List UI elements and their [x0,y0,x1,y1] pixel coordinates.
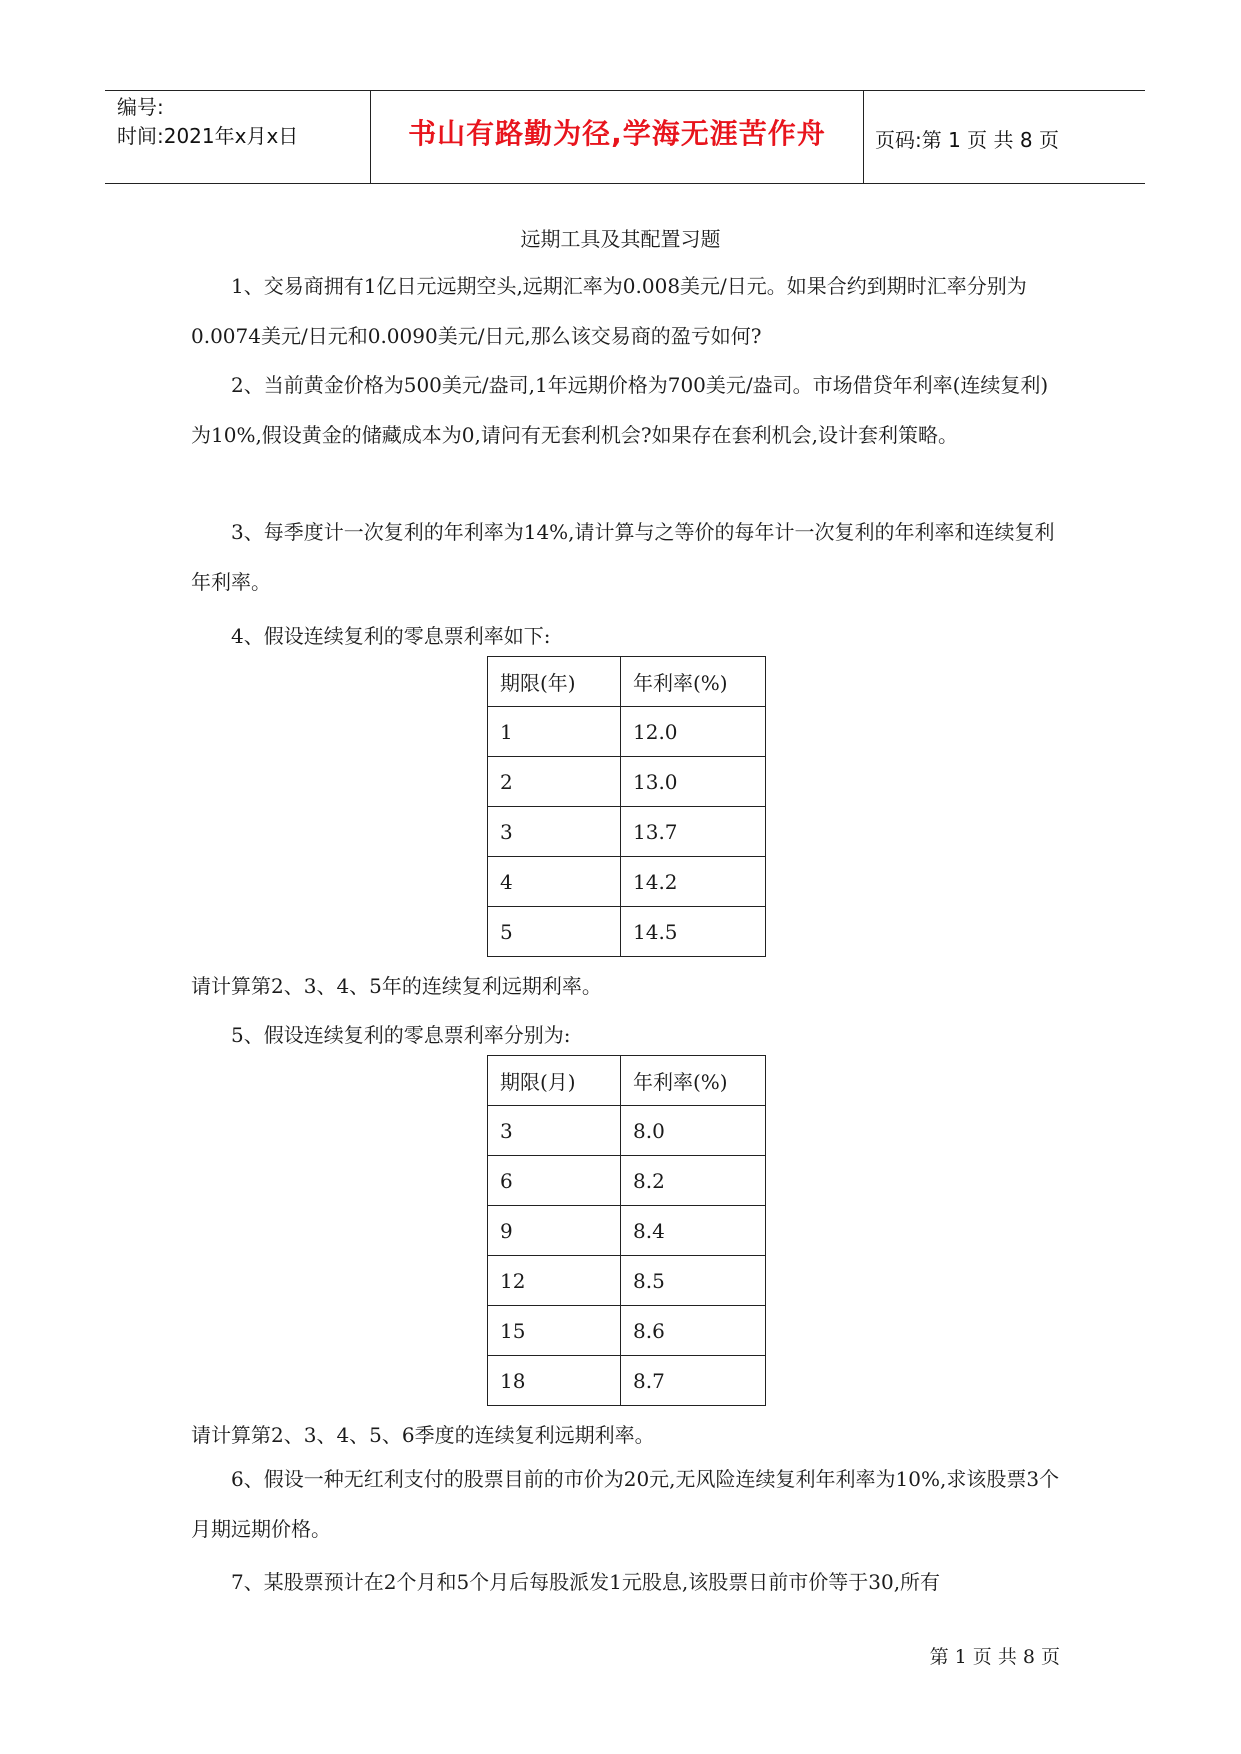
table-cell-rate: 13.0 [621,757,766,807]
table-cell-rate: 8.4 [621,1206,766,1256]
table-row [488,1256,766,1306]
page-footer: 第 1 页 共 8 页 [929,1646,1060,1668]
table-header-cell: 年利率(%) [621,1056,766,1106]
question-5-ask: 请计算第2、3、4、5、6季度的连续复利远期利率。 [191,1423,655,1447]
document-time-label: 时间:2021年x月x日 [117,124,299,148]
header-meta [117,93,298,151]
table-cell-rate: 8.2 [621,1156,766,1206]
table-header-cell: 期限(年) [488,657,621,707]
table-row [488,1156,766,1206]
table-cell-term: 1 [488,707,621,757]
table-header-row [488,657,766,707]
table-header-cell: 年利率(%) [621,657,766,707]
table-row [488,1306,766,1356]
table-header-cell: 期限(月) [488,1056,621,1106]
table-row [488,857,766,907]
table-row [488,1106,766,1156]
table-row [488,907,766,957]
table-row [488,807,766,857]
table-cell-term: 3 [488,1106,621,1156]
table-cell-term: 15 [488,1306,621,1356]
table-cell-rate: 14.2 [621,857,766,907]
table-cell-rate: 8.6 [621,1306,766,1356]
question-2 [191,360,1061,460]
header-bottom-rule [105,183,1145,184]
table-cell-term: 4 [488,857,621,907]
table-cell-rate: 13.7 [621,807,766,857]
table-cell-rate: 8.5 [621,1256,766,1306]
table-cell-term: 5 [488,907,621,957]
header-divider-right [863,90,864,183]
question-1 [191,261,1061,361]
table-cell-rate: 8.0 [621,1106,766,1156]
table-cell-rate: 8.7 [621,1356,766,1406]
question-5-intro: 5、假设连续复利的零息票利率分别为: [231,1023,571,1047]
table-row [488,757,766,807]
header-divider-left [370,90,371,183]
question-7-text: 7、某股票预计在2个月和5个月后每股派发1元股息,该股票日前市价等于30,所有 [231,1570,941,1594]
q5-rate-table [487,1055,766,1406]
header-motto: 书山有路勤为径,学海无涯苦作舟 [408,117,826,150]
table-cell-term: 2 [488,757,621,807]
table-row [488,1206,766,1256]
question-7 [191,1566,940,1595]
question-4-ask: 请计算第2、3、4、5年的连续复利远期利率。 [191,974,602,998]
table-cell-term: 9 [488,1206,621,1256]
table-header-row [488,1056,766,1106]
question-2-text: 2、当前黄金价格为500美元/盎司,1年远期价格为700美元/盎司。市场借贷年利率(连续复利)为10%,假设黄金的储藏成本为0,请问有无套利机会?如果存在套利机会,设计套利策略。 [191,373,1049,447]
q4-rate-table [487,656,766,957]
table-cell-rate: 12.0 [621,707,766,757]
question-6 [191,1454,1061,1554]
question-3-text: 3、每季度计一次复利的年利率为14%,请计算与之等价的每年计一次复利的年利率和连续复利年利率。 [191,520,1055,594]
table-cell-rate: 14.5 [621,907,766,957]
question-4-intro: 4、假设连续复利的零息票利率如下: [231,624,551,648]
document-number-label: 编号: [117,95,164,119]
question-6-text: 6、假设一种无红利支付的股票目前的市价为20元,无风险连续复利年利率为10%,求该股票3个月期远期价格。 [191,1467,1060,1541]
header-page-label: 页码:第 1 页 共 8 页 [875,128,1059,152]
table-cell-term: 6 [488,1156,621,1206]
question-1-text: 1、交易商拥有1亿日元远期空头,远期汇率为0.008美元/日元。如果合约到期时汇率分别为0.0074美元/日元和0.0090美元/日元,那么该交易商的盈亏如何? [191,274,1027,348]
table-cell-term: 3 [488,807,621,857]
document-title: 远期工具及其配置习题 [520,227,721,251]
table-row [488,1356,766,1406]
question-3 [191,507,1061,607]
table-cell-term: 18 [488,1356,621,1406]
table-row [488,707,766,757]
header-top-rule [105,90,1145,91]
table-cell-term: 12 [488,1256,621,1306]
